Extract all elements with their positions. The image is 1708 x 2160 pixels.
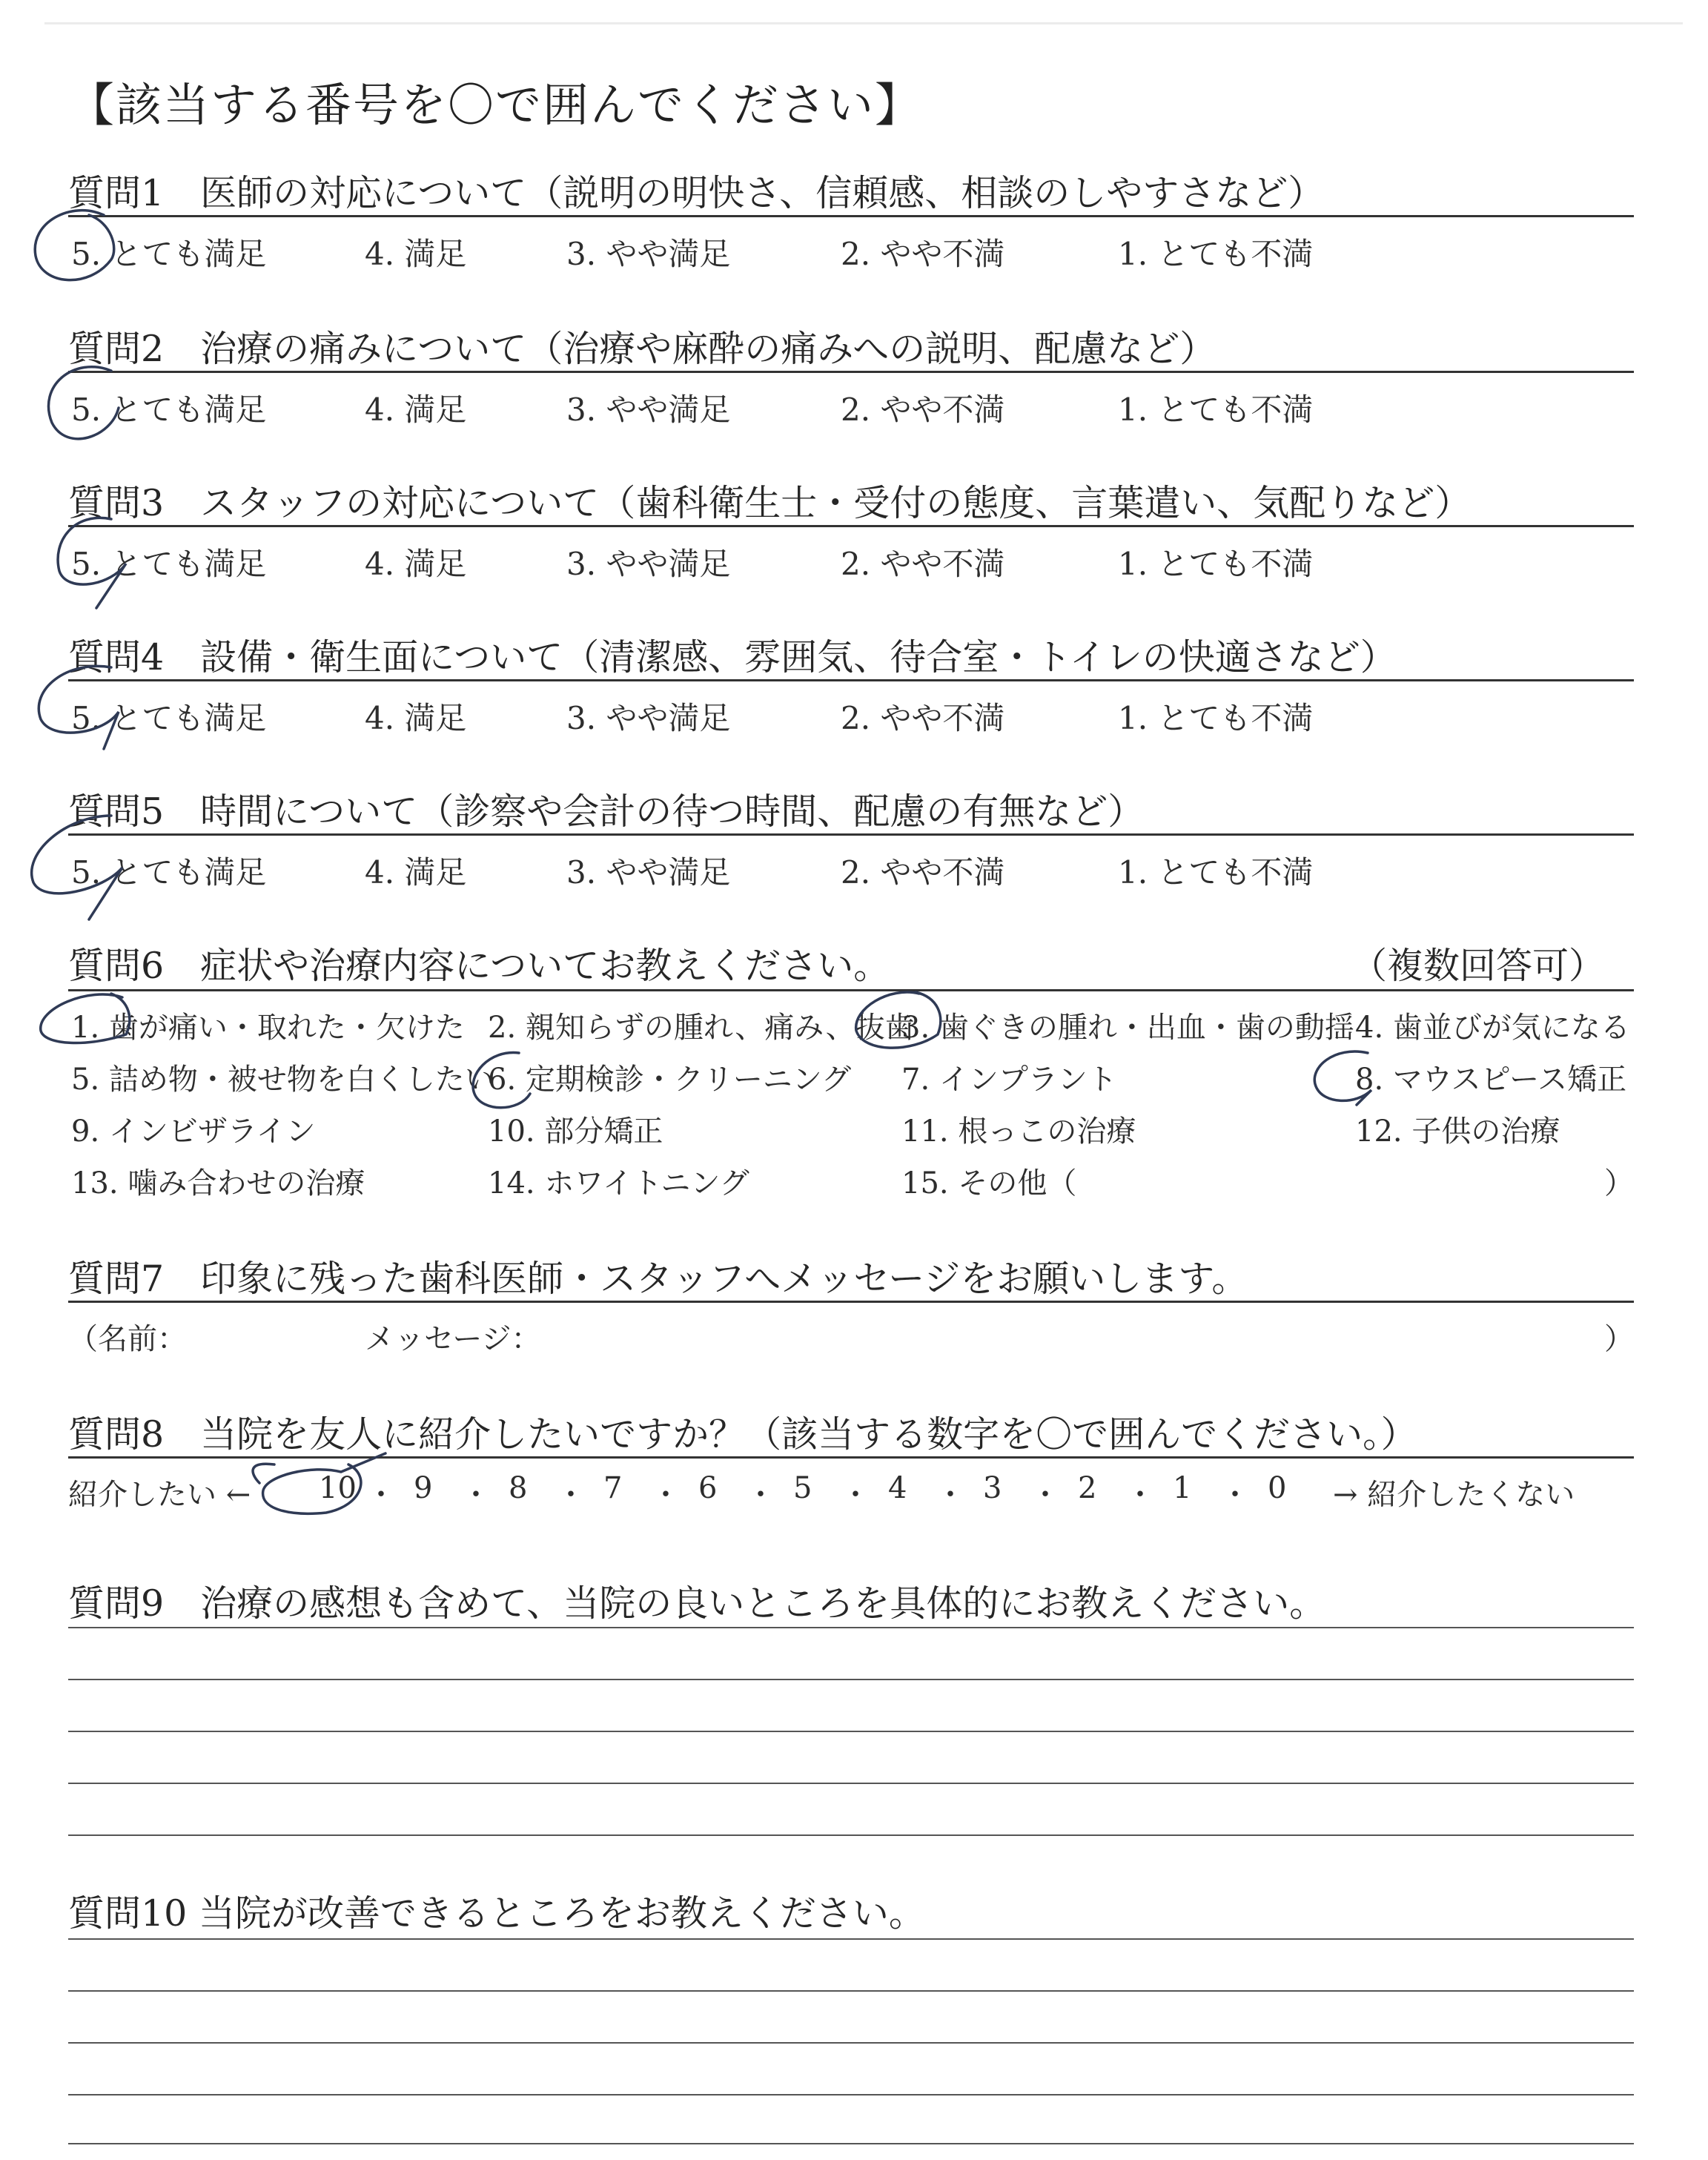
rating-option-4[interactable]: 4. 満足	[365, 392, 467, 428]
answer-line[interactable]	[68, 2042, 1634, 2044]
symptom-option-5[interactable]: 5. 詰め物・被せ物を白くしたい	[71, 1063, 494, 1097]
rating-option-4[interactable]: 4. 満足	[365, 854, 467, 891]
scale-separator: ・	[556, 1478, 586, 1512]
rating-option-5[interactable]: 5. とても満足	[71, 392, 267, 428]
rating-option-1[interactable]: 1. とても不満	[1118, 236, 1314, 272]
question-rule	[68, 1456, 1634, 1459]
page-top-border	[44, 22, 1683, 24]
symptom-option-8[interactable]: 8. マウスピース矯正	[1355, 1063, 1627, 1097]
scale-value-9[interactable]: 9	[414, 1471, 433, 1505]
question-title: 質問3 スタッフの対応について（歯科衛生士・受付の態度、言葉遣い、気配りなど）	[68, 482, 1472, 524]
symptom-option-2[interactable]: 2. 親知らずの腫れ、痛み、抜歯	[488, 1011, 915, 1045]
recommend-right-label: → 紹介したくない	[1333, 1478, 1575, 1512]
rating-option-4[interactable]: 4. 満足	[365, 236, 467, 272]
scale-separator: ・	[936, 1478, 965, 1512]
scale-separator: ・	[841, 1478, 870, 1512]
symptom-option-14[interactable]: 14. ホワイトニング	[488, 1166, 749, 1200]
scale-separator: ・	[746, 1478, 775, 1512]
symptom-option-1[interactable]: 1. 歯が痛い・取れた・欠けた	[71, 1011, 465, 1045]
multiple-answers-note: （複数回答可）	[1351, 945, 1606, 987]
symptom-option-12[interactable]: 12. 子供の治療	[1355, 1114, 1560, 1149]
scale-value-2[interactable]: 2	[1078, 1471, 1097, 1505]
rating-option-5[interactable]: 5. とても満足	[71, 546, 267, 582]
rating-option-5[interactable]: 5. とても満足	[71, 236, 267, 272]
rating-option-2[interactable]: 2. やや不満	[841, 700, 1005, 736]
symptom-option-11[interactable]: 11. 根っこの治療	[901, 1114, 1136, 1149]
rating-option-5[interactable]: 5. とても満足	[71, 700, 267, 736]
symptom-option-4[interactable]: 4. 歯並びが気になる	[1355, 1011, 1630, 1045]
answer-line[interactable]	[68, 2143, 1634, 2144]
symptom-option-13[interactable]: 13. 噛み合わせの治療	[71, 1166, 365, 1200]
symptom-option-9[interactable]: 9. インビザライン	[71, 1114, 316, 1149]
scale-value-5[interactable]: 5	[793, 1471, 812, 1505]
symptom-option-3[interactable]: 3. 歯ぐきの腫れ・出血・歯の動揺	[901, 1011, 1354, 1045]
scale-separator: ・	[366, 1478, 396, 1512]
question-rule	[68, 525, 1634, 527]
question-title: 質問5 時間について（診察や会計の待つ時間、配慮の有無など）	[68, 790, 1145, 833]
question-title: 質問6 症状や治療内容についてお教えください。	[68, 945, 890, 987]
rating-option-2[interactable]: 2. やや不満	[841, 854, 1005, 891]
message-field-label[interactable]: メッセージ：	[365, 1322, 541, 1356]
scale-separator: ・	[461, 1478, 491, 1512]
answer-line[interactable]	[68, 1834, 1634, 1836]
rating-option-3[interactable]: 3. やや満足	[566, 392, 731, 428]
symptom-option-15[interactable]: 15. その他（	[901, 1166, 1077, 1200]
symptom-option-7[interactable]: 7. インプラント	[901, 1063, 1117, 1097]
scale-value-0[interactable]: 0	[1268, 1471, 1287, 1505]
scale-separator: ・	[1030, 1478, 1060, 1512]
rating-option-1[interactable]: 1. とても不満	[1118, 546, 1314, 582]
rating-option-1[interactable]: 1. とても不満	[1118, 854, 1314, 891]
question-title: 質問4 設備・衛生面について（清潔感、雰囲気、待合室・トイレの快適さなど）	[68, 636, 1397, 678]
form-heading: 【該当する番号を〇で囲んでください】	[68, 78, 923, 132]
question-rule	[68, 1301, 1634, 1303]
question-title: 質問2 治療の痛みについて（治療や麻酔の痛みへの説明、配慮など）	[68, 328, 1217, 370]
rating-option-3[interactable]: 3. やや満足	[566, 236, 731, 272]
rating-option-1[interactable]: 1. とても不満	[1118, 392, 1314, 428]
symptom-option-10[interactable]: 10. 部分矯正	[488, 1114, 663, 1149]
question-rule	[68, 833, 1634, 836]
question-rule	[68, 989, 1634, 991]
rating-option-3[interactable]: 3. やや満足	[566, 700, 731, 736]
rating-option-2[interactable]: 2. やや不満	[841, 392, 1005, 428]
scale-value-8[interactable]: 8	[509, 1471, 528, 1505]
answer-line[interactable]	[68, 1938, 1634, 1940]
symptom-option-6[interactable]: 6. 定期検診・クリーニング	[488, 1063, 852, 1097]
answer-line[interactable]	[68, 1783, 1634, 1784]
scale-value-7[interactable]: 7	[603, 1471, 623, 1505]
answer-line[interactable]	[68, 1731, 1634, 1732]
question-rule	[68, 371, 1634, 373]
scale-value-10[interactable]: 10	[319, 1471, 357, 1505]
name-field-label[interactable]: （名前：	[68, 1322, 187, 1356]
scale-value-6[interactable]: 6	[698, 1471, 718, 1505]
question-title: 質問9 治療の感想も含めて、当院の良いところを具体的にお教えください。	[68, 1582, 1326, 1625]
question-rule	[68, 679, 1634, 681]
answer-line[interactable]	[68, 1627, 1634, 1628]
question-title: 質問10 当院が改善できるところをお教えください。	[68, 1892, 925, 1935]
answer-line[interactable]	[68, 2094, 1634, 2095]
question-title: 質問8 当院を友人に紹介したいですか？（該当する数字を〇で囲んでください。）	[68, 1413, 1417, 1456]
rating-option-3[interactable]: 3. やや満足	[566, 546, 731, 582]
rating-option-2[interactable]: 2. やや不満	[841, 236, 1005, 272]
rating-option-1[interactable]: 1. とても不満	[1118, 700, 1314, 736]
question-title: 質問1 医師の対応について（説明の明快さ、信頼感、相談のしやすさなど）	[68, 172, 1325, 214]
rating-option-2[interactable]: 2. やや不満	[841, 546, 1005, 582]
scale-separator: ・	[651, 1478, 681, 1512]
rating-option-4[interactable]: 4. 満足	[365, 700, 467, 736]
rating-option-4[interactable]: 4. 満足	[365, 546, 467, 582]
answer-line[interactable]	[68, 1990, 1634, 1992]
scale-separator: ・	[1220, 1478, 1250, 1512]
scale-value-1[interactable]: 1	[1173, 1471, 1192, 1505]
question-title: 質問7 印象に残った歯科医師・スタッフへメッセージをお願いします。	[68, 1258, 1248, 1300]
message-close-paren: ）	[1604, 1322, 1634, 1356]
rating-option-5[interactable]: 5. とても満足	[71, 854, 267, 891]
recommend-left-label: 紹介したい ←	[68, 1478, 251, 1512]
other-close-paren: ）	[1604, 1166, 1634, 1200]
scale-value-3[interactable]: 3	[983, 1471, 1002, 1505]
question-rule	[68, 215, 1634, 217]
answer-line[interactable]	[68, 1679, 1634, 1680]
rating-option-3[interactable]: 3. やや満足	[566, 854, 731, 891]
scale-value-4[interactable]: 4	[888, 1471, 907, 1505]
scale-separator: ・	[1125, 1478, 1155, 1512]
